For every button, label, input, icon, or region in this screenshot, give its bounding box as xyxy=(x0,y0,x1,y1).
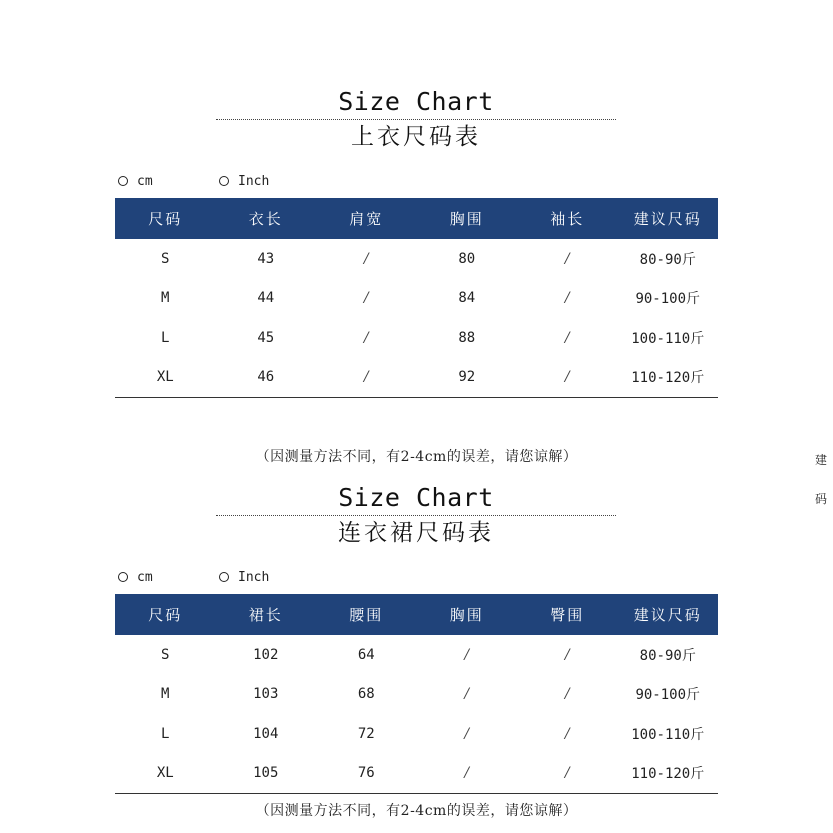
header-cell: 裙长 xyxy=(248,606,283,624)
radio-icon[interactable] xyxy=(219,176,229,186)
size-cell: XL xyxy=(156,369,174,385)
table-row xyxy=(115,358,718,398)
table-cell: / xyxy=(564,250,570,267)
table-cell: 84 xyxy=(458,290,476,307)
unit-inch-label: Inch xyxy=(238,173,270,189)
table-cell: 110-120斤 xyxy=(631,766,705,782)
edge-text-fragment: 码 xyxy=(815,492,828,506)
table-cell: 76 xyxy=(357,765,375,781)
table-cell: 80 xyxy=(458,250,476,267)
table-row xyxy=(115,318,718,358)
table-row xyxy=(115,714,718,754)
table-row xyxy=(115,279,718,319)
table-row xyxy=(115,635,718,675)
unit-cm-option[interactable] xyxy=(118,568,153,586)
chart-title-en: Size Chart xyxy=(338,87,494,116)
table-cell: / xyxy=(564,329,570,346)
table-cell: / xyxy=(464,725,470,742)
header-cell: 建议尺码 xyxy=(633,210,702,228)
size-cell: M xyxy=(161,686,170,703)
header-cell: 袖长 xyxy=(550,210,585,228)
edge-text-fragment: 建 xyxy=(815,453,828,467)
table-cell: 64 xyxy=(357,646,375,663)
header-cell: 胸围 xyxy=(449,606,484,624)
table-cell: / xyxy=(564,686,570,703)
size-table xyxy=(115,594,718,794)
unit-inch-label: Inch xyxy=(238,569,270,585)
table-cell: 72 xyxy=(357,725,375,742)
table-cell: 110-120斤 xyxy=(631,370,705,386)
header-cell: 胸围 xyxy=(449,210,484,228)
table-cell: 45 xyxy=(257,329,275,346)
table-cell: 92 xyxy=(458,369,476,385)
header-cell: 建议尺码 xyxy=(633,606,702,624)
unit-cm-label: cm xyxy=(137,569,153,585)
title-divider xyxy=(216,515,616,516)
chart-title-en: Size Chart xyxy=(338,483,494,512)
table-cell: / xyxy=(564,725,570,742)
table-cell: / xyxy=(564,646,570,663)
title-divider xyxy=(216,119,616,120)
size-cell: XL xyxy=(156,765,174,781)
table-cell: 80-90斤 xyxy=(639,251,696,268)
table-cell: 68 xyxy=(357,686,375,703)
unit-cm-option[interactable] xyxy=(118,172,153,190)
radio-icon[interactable] xyxy=(118,176,128,186)
size-cell: S xyxy=(161,646,170,663)
header-cell: 肩宽 xyxy=(349,210,384,228)
table-cell: 102 xyxy=(253,646,279,663)
table-cell: 104 xyxy=(253,725,279,742)
size-cell: L xyxy=(161,329,170,346)
size-cell: M xyxy=(161,290,170,307)
table-cell: 88 xyxy=(458,329,476,346)
table-cell: / xyxy=(363,369,369,385)
unit-inch-option[interactable] xyxy=(219,172,269,190)
table-cell: / xyxy=(564,369,570,385)
table-cell: 46 xyxy=(257,369,275,385)
table-header-row xyxy=(115,198,718,239)
table-row xyxy=(115,239,718,279)
table-cell: 100-110斤 xyxy=(631,330,705,347)
unit-cm-label: cm xyxy=(137,173,153,189)
table-cell: 43 xyxy=(257,250,275,267)
table-cell: / xyxy=(363,290,369,307)
header-cell: 衣长 xyxy=(248,210,283,228)
table-cell: 80-90斤 xyxy=(639,647,696,664)
chart-title-cn: 连衣裙尺码表 xyxy=(338,520,494,546)
unit-inch-option[interactable] xyxy=(219,568,269,586)
table-cell: 90-100斤 xyxy=(635,687,701,704)
measurement-note: （因测量方法不同，有2-4cm的误差，请您谅解） xyxy=(255,803,578,819)
table-cell: / xyxy=(363,329,369,346)
table-header-row xyxy=(115,594,718,635)
table-cell: 44 xyxy=(257,290,275,307)
header-cell: 尺码 xyxy=(148,606,183,624)
table-cell: 103 xyxy=(253,686,279,703)
table-cell: 90-100斤 xyxy=(635,291,701,308)
radio-icon[interactable] xyxy=(219,572,229,582)
table-cell: / xyxy=(464,765,470,781)
measurement-note: （因测量方法不同，有2-4cm的误差，请您谅解） xyxy=(255,449,578,465)
radio-icon[interactable] xyxy=(118,572,128,582)
table-cell: / xyxy=(464,646,470,663)
table-row xyxy=(115,675,718,715)
table-cell: 105 xyxy=(253,765,279,781)
chart-title-cn: 上衣尺码表 xyxy=(351,124,481,150)
table-cell: / xyxy=(564,290,570,307)
size-cell: L xyxy=(161,725,170,742)
size-table xyxy=(115,198,718,398)
header-cell: 臀围 xyxy=(550,606,585,624)
table-cell: 100-110斤 xyxy=(631,726,705,743)
size-cell: S xyxy=(161,250,170,267)
table-cell: / xyxy=(363,250,369,267)
table-row xyxy=(115,754,718,794)
table-cell: / xyxy=(464,686,470,703)
table-cell: / xyxy=(564,765,570,781)
header-cell: 腰围 xyxy=(349,606,384,624)
header-cell: 尺码 xyxy=(148,210,183,228)
